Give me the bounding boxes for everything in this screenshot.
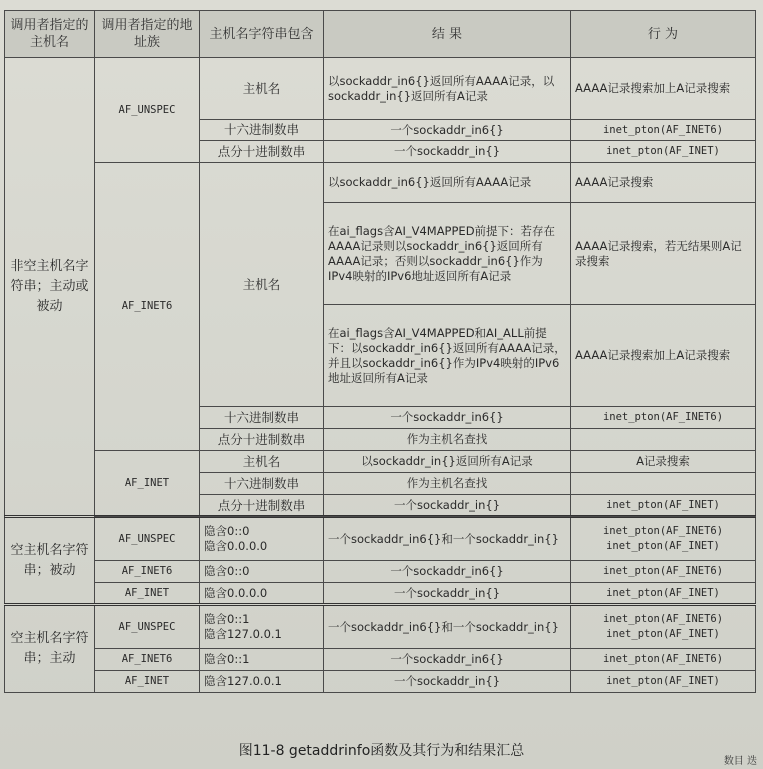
contains-implicit6: 隐含0::0 (200, 561, 324, 583)
behavior-pton4: inet_pton(AF_INET) (606, 540, 720, 552)
behavior-cell: inet_pton(AF_INET) (571, 141, 756, 163)
behavior-cell: AAAA记录搜索 (571, 163, 756, 203)
behavior-cell: A记录搜索 (571, 451, 756, 473)
behavior-cell (571, 605, 756, 649)
family-inet6: AF_INET6 (95, 649, 200, 671)
behavior-cell: AAAA记录搜索加上A记录搜索 (571, 58, 756, 120)
contains-hostname: 主机名 (200, 451, 324, 473)
table-row (5, 605, 756, 649)
behavior-cell: AAAA记录搜索，若无结果则A记录搜索 (571, 203, 756, 305)
result-cell: 以sockaddr_in6{}返回所有AAAA记录 (324, 163, 571, 203)
result-cell: 一个sockaddr_in{} (324, 671, 571, 693)
table-row (5, 583, 756, 605)
family-inet: AF_INET (95, 451, 200, 517)
header-row (5, 11, 756, 58)
group-empty-active: 空主机名字符串；主动 (5, 605, 95, 693)
family-unspec: AF_UNSPEC (95, 58, 200, 163)
behavior-cell: inet_pton(AF_INET) (571, 495, 756, 517)
header-family: 调用者指定的地址族 (95, 11, 200, 58)
table-row (5, 517, 756, 561)
result-cell: 一个sockaddr_in6{} (324, 649, 571, 671)
result-cell: 作为主机名查找 (324, 429, 571, 451)
result-cell: 一个sockaddr_in{} (324, 141, 571, 163)
contains-implicit6: 隐含0::0 (204, 524, 250, 538)
header-hostname: 调用者指定的主机名 (5, 11, 95, 58)
contains-loopback (200, 605, 324, 649)
table-row (5, 58, 756, 120)
family-unspec: AF_UNSPEC (95, 517, 200, 561)
table-row (5, 451, 756, 473)
group-empty-passive: 空主机名字符串；被动 (5, 517, 95, 605)
contains-hostname: 主机名 (200, 163, 324, 407)
contains-dotted: 点分十进制数串 (200, 141, 324, 163)
result-cell: 一个sockaddr_in6{} (324, 561, 571, 583)
contains-hex: 十六进制数串 (200, 407, 324, 429)
result-cell: 一个sockaddr_in6{} (324, 120, 571, 141)
result-cell: 一个sockaddr_in6{} (324, 407, 571, 429)
contains-loop4: 隐含127.0.0.1 (200, 671, 324, 693)
result-cell: 以sockaddr_in6{}返回所有AAAA记录，以sockaddr_in{}返回所有A记录 (324, 58, 571, 120)
contains-implicit4: 隐含0.0.0.0 (200, 583, 324, 605)
behavior-cell (571, 473, 756, 495)
table-row (5, 649, 756, 671)
behavior-pton4: inet_pton(AF_INET) (606, 628, 720, 640)
contains-hex: 十六进制数串 (200, 473, 324, 495)
contains-loop6: 隐含0::1 (204, 612, 250, 626)
contains-implicit4: 隐含0.0.0.0 (204, 539, 268, 553)
table-row (5, 671, 756, 693)
behavior-cell: inet_pton(AF_INET6) (571, 407, 756, 429)
contains-implicit (200, 517, 324, 561)
contains-hex: 十六进制数串 (200, 120, 324, 141)
result-cell: 以sockaddr_in{}返回所有A记录 (324, 451, 571, 473)
contains-hostname: 主机名 (200, 58, 324, 120)
figure-caption: 图11-8 getaddrinfo函数及其行为和结果汇总 (238, 743, 525, 759)
contains-dotted: 点分十进制数串 (200, 429, 324, 451)
page-corner-text: 数目 迭 (723, 756, 757, 767)
group-nonempty: 非空主机名字符串；主动或被动 (5, 58, 95, 517)
behavior-cell: inet_pton(AF_INET6) (571, 649, 756, 671)
family-inet6: AF_INET6 (95, 163, 200, 451)
behavior-cell: AAAA记录搜索加上A记录搜索 (571, 305, 756, 407)
behavior-cell: inet_pton(AF_INET6) (571, 120, 756, 141)
behavior-pton6: inet_pton(AF_INET6) (602, 525, 724, 537)
result-cell: 一个sockaddr_in{} (324, 583, 571, 605)
result-cell: 作为主机名查找 (324, 473, 571, 495)
family-inet: AF_INET (95, 671, 200, 693)
contains-loop6: 隐含0::1 (200, 649, 324, 671)
result-cell: 一个sockaddr_in{} (324, 495, 571, 517)
header-contains: 主机名字符串包含 (200, 11, 324, 58)
result-cell: 一个sockaddr_in6{}和一个sockaddr_in{} (324, 517, 571, 561)
result-cell: 一个sockaddr_in6{}和一个sockaddr_in{} (324, 605, 571, 649)
behavior-cell (571, 517, 756, 561)
family-inet6: AF_INET6 (95, 561, 200, 583)
getaddrinfo-summary-table (4, 10, 756, 693)
behavior-cell (571, 429, 756, 451)
table-row (5, 561, 756, 583)
result-cell: 在ai_flags含AI_V4MAPPED和AI_ALL前提下：以sockaddr_in6{}返回所有AAAA记录，并且以sockaddr_in6{}作为IPv4映射的IPv6地址返回所有A记录 (324, 305, 571, 407)
behavior-cell: inet_pton(AF_INET) (571, 671, 756, 693)
header-result: 结 果 (324, 11, 571, 58)
family-unspec: AF_UNSPEC (95, 605, 200, 649)
family-inet: AF_INET (95, 583, 200, 605)
behavior-pton6: inet_pton(AF_INET6) (602, 613, 724, 625)
contains-loop4: 隐含127.0.0.1 (204, 627, 282, 641)
table-row (5, 163, 756, 203)
header-behavior: 行 为 (571, 11, 756, 58)
result-cell: 在ai_flags含AI_V4MAPPED前提下：若存在AAAA记录则以sockaddr_in6{}返回所有AAAA记录；否则以sockaddr_in6{}作为IPv4映射的IPv6地址返回所有A记录 (324, 203, 571, 305)
behavior-cell: inet_pton(AF_INET) (571, 583, 756, 605)
contains-dotted: 点分十进制数串 (200, 495, 324, 517)
behavior-cell: inet_pton(AF_INET6) (571, 561, 756, 583)
